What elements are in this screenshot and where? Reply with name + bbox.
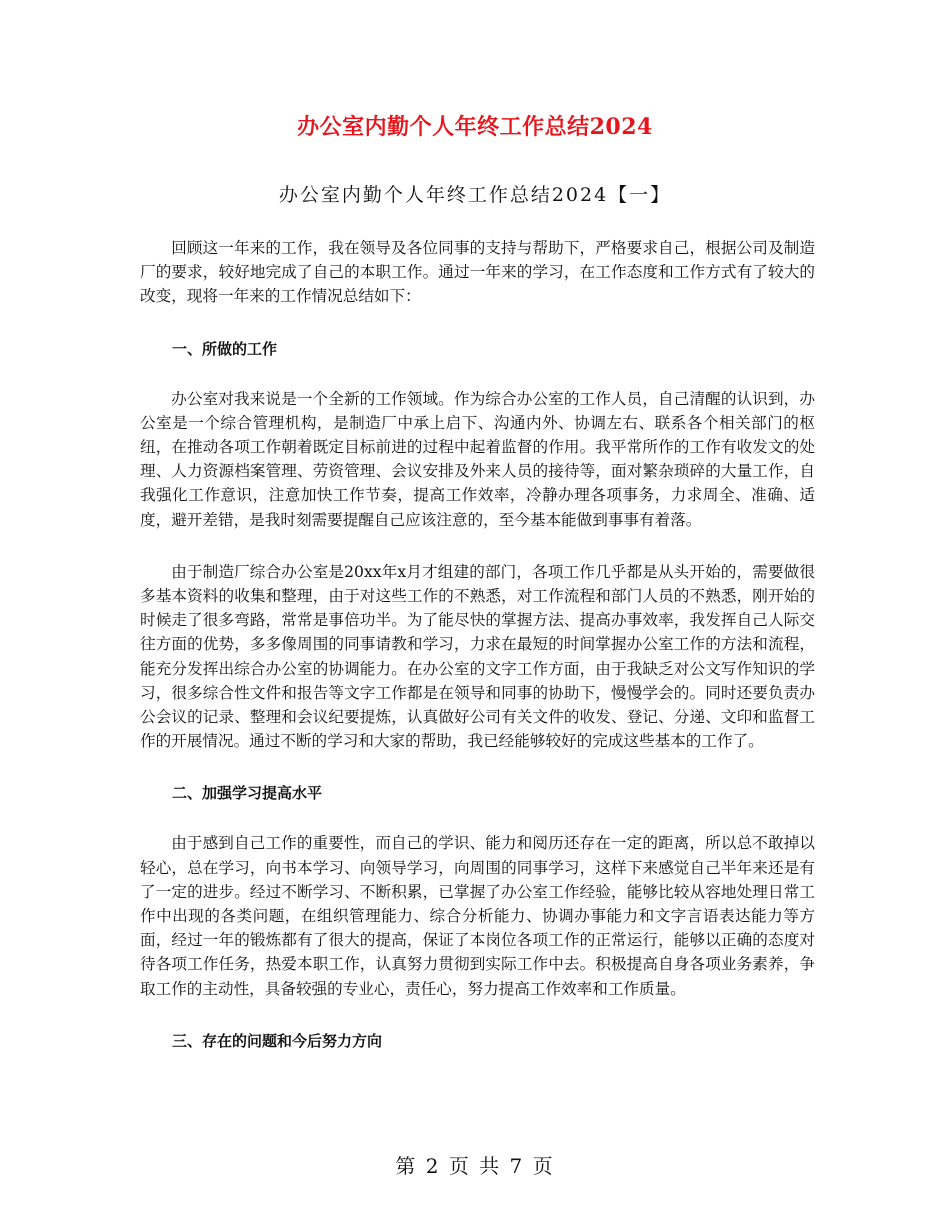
document-subtitle: 办公室内勤个人年终工作总结2024【一】 [278,184,672,206]
intro-paragraph: 回顾这一年来的工作，我在领导及各位同事的支持与帮助下，严格要求自己，根据公司及制造厂的要求，较好地完成了自己的本职工作。通过一年来的学习，在工作态度和工作方式有了较大的改变，现将一年来的工作情况总结如下： [140,239,815,306]
section-heading: 三、存在的问题和今后努力方向 [172,1031,383,1050]
document-body [140,236,815,1079]
page-number: 第 2 页 共 7 页 [395,1154,555,1178]
document-title: 办公室内勤个人年终工作总结2024 [297,114,653,140]
body-paragraph: 由于感到自己工作的重要性，而自己的学识、能力和阅历还存在一定的距离，所以总不敢掉以轻心，总在学习，向书本学习、向领导学习，向周围的同事学习，这样下来感觉自己半年来还是有了一定的进步。经过不断学习、不断积累，已掌握了办公室工作经验，能够比较从容地处理日常工作中出现的各类问题，在组织管理能力、综合分析能力、协调办事能力和文字言语表达能力等方面，经过一年的锻炼都有了很大的提高，保证了本岗位各项工作的正常运行，能够以正确的态度对待各项工作任务，热爱本职工作，认真努力贯彻到实际工作中去。积极提高自身各项业务素养，争取工作的主动性，具备较强的专业心，责任心，努力提高工作效率和工作质量。 [140,834,815,998]
body-paragraph: 办公室对我来说是一个全新的工作领域。作为综合办公室的工作人员，自己清醒的认识到，办公室是一个综合管理机构，是制造厂中承上启下、沟通内外、协调左右、联系各个相关部门的枢纽，在推动各项工作朝着既定目标前进的过程中起着监督的作用。我平常所作的工作有收发文的处理、人力资源档案管理、劳资管理、会议安排及外来人员的接待等，面对繁杂琐碎的大量工作，自我强化工作意识，注意加快工作节奏，提高工作效率，冷静办理各项事务，力求周全、准确、适度，避开差错，是我时刻需要提醒自己应该注意的，至今基本能做到事事有着落。 [140,389,815,529]
section-heading: 二、加强学习提高水平 [172,784,323,803]
section-heading: 一、所做的工作 [172,339,278,358]
body-paragraph: 由于制造厂综合办公室是20xx年x月才组建的部门，各项工作几乎都是从头开始的，需要做很多基本资料的收集和整理，由于对这些工作的不熟悉，对工作流程和部门人员的不熟悉，刚开始的时候走了很多弯路，常常是事倍功半。为了能尽快的掌握方法、提高办事效率，我发挥自己人际交往方面的优势，多多像周围的同事请教和学习，力求在最短的时间掌握办公室工作的方法和流程，能充分发挥出综合办公室的协调能力。在办公室的文字工作方面，由于我缺乏对公文写作知识的学习，很多综合性文件和报告等文字工作都是在领导和同事的协助下，慢慢学会的。同时还要负责办公会议的记录、整理和会议纪要提炼，认真做好公司有关文件的收发、登记、分递、文印和监督工作的开展情况。通过不断的学习和大家的帮助，我已经能够较好的完成这些基本的工作了。 [140,562,815,751]
